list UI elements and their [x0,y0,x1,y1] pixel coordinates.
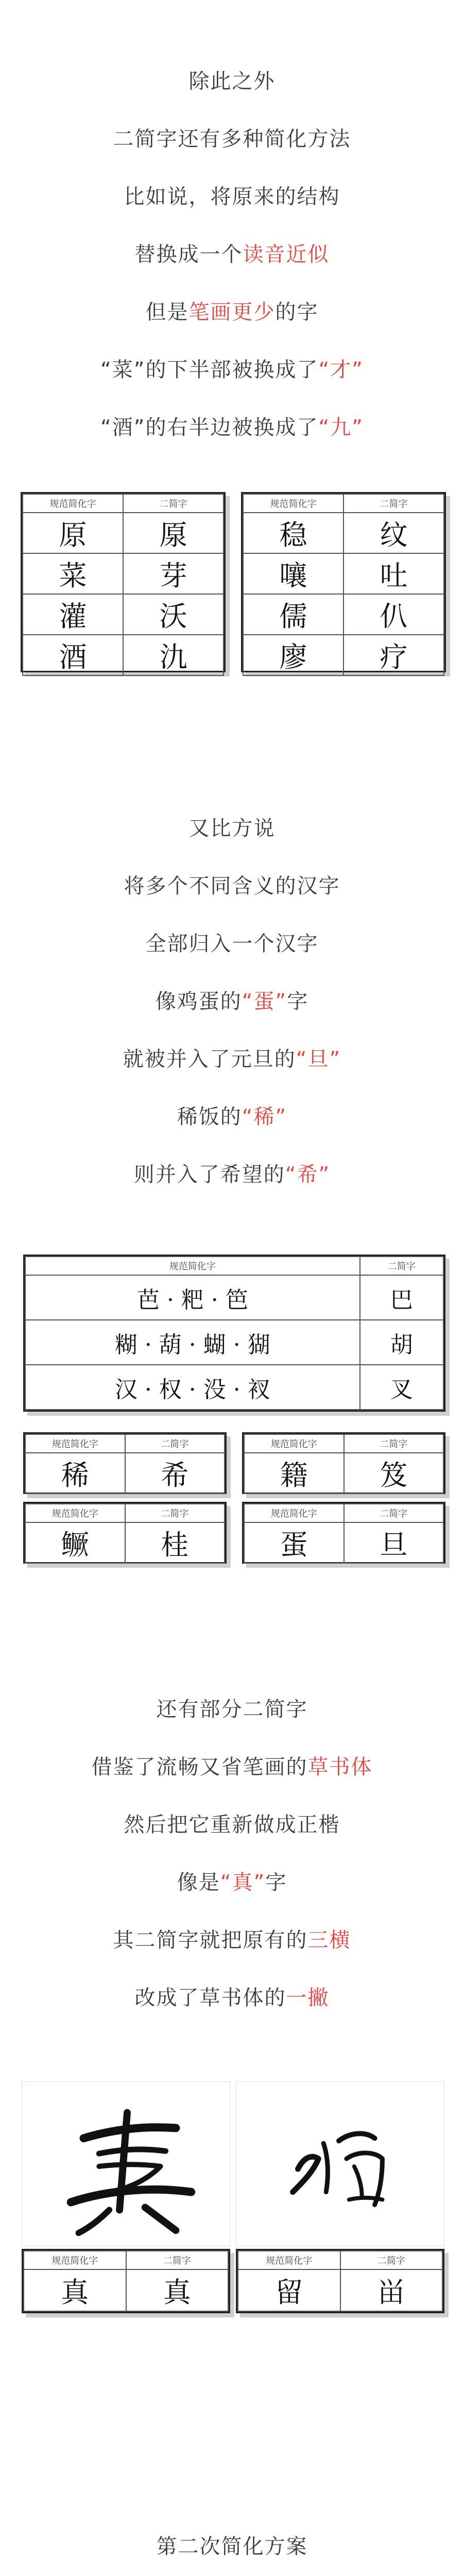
table-header: 二简字 [360,1257,443,1275]
table-header: 规范简化字 [23,494,123,513]
text-segment: 像是 [177,1871,220,1894]
second-simplified-char-cell: 叉 [360,1365,443,1410]
table-row [25,1453,225,1494]
table-row [25,1522,225,1563]
highlight-text: “才” [318,358,364,382]
table-row [25,1320,443,1365]
section2-line-5 [0,1045,464,1074]
table-row [243,635,444,675]
text-segment: 稀饭的 [177,1105,242,1129]
text-segment: 还有部分二简字 [156,1698,308,1721]
text-segment: 将多个不同含义的汉字 [124,874,340,898]
calligraphy-liu-image [236,2081,444,2246]
text-segment: 又比方说 [188,817,276,840]
table-header: 规范简化字 [25,1434,125,1453]
text-segment: 字 [265,1871,287,1894]
text-segment: 全部归入一个汉字 [145,932,319,956]
table-row [23,635,224,675]
standard-char-cell: 廖 [243,635,343,675]
table-header: 规范简化字 [243,494,343,513]
text-segment: 则并入了希望的 [133,1163,285,1187]
highlight-text: “蛋” [242,990,287,1013]
text-segment: 其二简字就把原有的 [113,1928,308,1952]
section4-line-1 [0,2532,464,2561]
text-segment: 比如说，将原来的结构 [124,185,340,209]
section3-line-2 [0,1753,464,1782]
text-segment: “菜”的下半部被换成了 [100,358,319,382]
calligraphy-zhen-image [22,2081,230,2246]
section3-line-6 [0,1984,464,2012]
section1-line-6 [0,355,464,384]
table-header: 规范简化字 [238,2251,340,2269]
table-header: 二简字 [125,1504,225,1522]
text-segment: 第二次简化方案 [156,2535,308,2558]
text-segment: 就被并入了元旦的 [123,1047,296,1071]
table-row [238,2269,442,2311]
standard-char-cell: 糊 · 葫 · 蝴 · 猢 [25,1320,360,1365]
highlight-text: “真” [220,1871,266,1894]
section3-line-3 [0,1810,464,1839]
standard-char-cell: 留 [238,2269,340,2311]
table-row [244,1522,443,1563]
table-left-1 [21,492,226,672]
standard-char-cell: 酒 [23,635,123,675]
table-header: 二简字 [340,2251,443,2269]
text-segment: “酒”的右半边被换成了 [100,416,319,439]
standard-char-cell: 汉 · 权 · 没 · 衩 [25,1365,360,1410]
text-segment: 字 [287,990,309,1013]
second-simplified-char-cell: 吐 [343,553,444,594]
table-row [23,553,224,594]
section1-line-5 [0,298,464,327]
section2-line-1 [0,814,464,843]
table-header: 二简字 [126,2251,229,2269]
section3-line-4 [0,1868,464,1897]
highlight-text: 笔画更少 [188,300,276,324]
second-simplified-char-cell: 厡 [123,513,224,553]
second-simplified-char-cell: 笈 [344,1453,444,1494]
table-header: 规范简化字 [25,1257,360,1275]
table-small-2a [23,1432,227,1494]
table-right-3 [236,2249,444,2313]
highlight-text: 读音近似 [243,243,330,266]
table-row [244,1453,443,1494]
section1-line-4 [0,240,464,269]
standard-char-cell: 菜 [23,553,123,594]
table-row [23,513,224,553]
second-simplified-char-cell: 仈 [343,594,444,635]
highlight-text: 三横 [307,1928,351,1952]
table-header: 规范简化字 [25,1504,125,1522]
second-simplified-char-cell: 真 [126,2269,229,2311]
standard-char-cell: 嚷 [243,553,343,594]
text-segment: 但是 [145,300,189,324]
table-row [24,2269,228,2311]
standard-char-cell: 鳜 [25,1522,125,1563]
second-simplified-char-cell: 纹 [343,513,444,553]
table-header: 二简字 [125,1434,225,1453]
table-right-1 [241,492,446,672]
standard-char-cell: 稀 [25,1453,125,1494]
section2-line-6 [0,1103,464,1131]
table-header: 规范简化字 [24,2251,126,2269]
section3-line-1 [0,1695,464,1724]
second-simplified-char-cell: 桂 [125,1522,225,1563]
section1-line-3 [0,182,464,211]
standard-char-cell: 原 [23,513,123,553]
section2-line-7 [0,1160,464,1189]
table-row [25,1275,443,1320]
second-simplified-char-cell: 畄 [340,2269,443,2311]
second-simplified-char-cell: 旦 [344,1522,444,1563]
text-segment: 二简字还有多种简化方法 [113,127,351,151]
standard-char-cell: 蛋 [244,1522,344,1563]
second-simplified-char-cell: 希 [125,1453,225,1494]
table-header: 规范简化字 [244,1434,344,1453]
section1-line-1 [0,67,464,96]
table-row [243,513,444,553]
section2-line-3 [0,929,464,958]
table-header: 二简字 [343,494,444,513]
text-segment: 像鸡蛋的 [155,990,242,1013]
second-simplified-char-cell: 疗 [343,635,444,675]
table-header: 规范简化字 [244,1504,344,1522]
section3-line-5 [0,1926,464,1955]
standard-char-cell: 籍 [244,1453,344,1494]
table-left-3 [22,2249,230,2313]
table-small-2b [242,1432,445,1494]
table-header: 二简字 [344,1434,444,1453]
section1-line-2 [0,125,464,154]
text-segment: 然后把它重新做成正楷 [124,1813,340,1837]
table-header: 二简字 [344,1504,444,1522]
table-row [25,1365,443,1410]
table-row [23,594,224,635]
standard-char-cell: 稳 [243,513,343,553]
text-segment: 改成了草书体的 [134,1986,286,2010]
section2-line-4 [0,987,464,1016]
highlight-text: “旦” [296,1047,341,1071]
highlight-text: “九” [318,416,364,439]
text-segment: 的字 [275,300,319,324]
table-big-2 [23,1255,445,1412]
text-segment: 除此之外 [188,70,276,93]
standard-char-cell: 灌 [23,594,123,635]
table-row [243,594,444,635]
section1-line-7 [0,413,464,442]
standard-char-cell: 真 [24,2269,126,2311]
table-header: 二简字 [123,494,224,513]
text-segment: 借鉴了流畅又省笔画的 [91,1755,308,1779]
text-segment: 替换成一个 [134,243,243,266]
highlight-text: “稀” [242,1105,287,1129]
highlight-text: 一撇 [286,1986,330,2010]
table-row [243,553,444,594]
standard-char-cell: 芭 · 粑 · 笆 [25,1275,360,1320]
highlight-text: “希” [285,1163,331,1187]
table-small-2c [23,1502,227,1564]
highlight-text: 草书体 [307,1755,373,1779]
section2-line-2 [0,872,464,901]
second-simplified-char-cell: 巴 [360,1275,443,1320]
second-simplified-char-cell: 芽 [123,553,224,594]
table-small-2d [242,1502,445,1564]
second-simplified-char-cell: 胡 [360,1320,443,1365]
standard-char-cell: 儒 [243,594,343,635]
second-simplified-char-cell: 氿 [123,635,224,675]
second-simplified-char-cell: 沃 [123,594,224,635]
